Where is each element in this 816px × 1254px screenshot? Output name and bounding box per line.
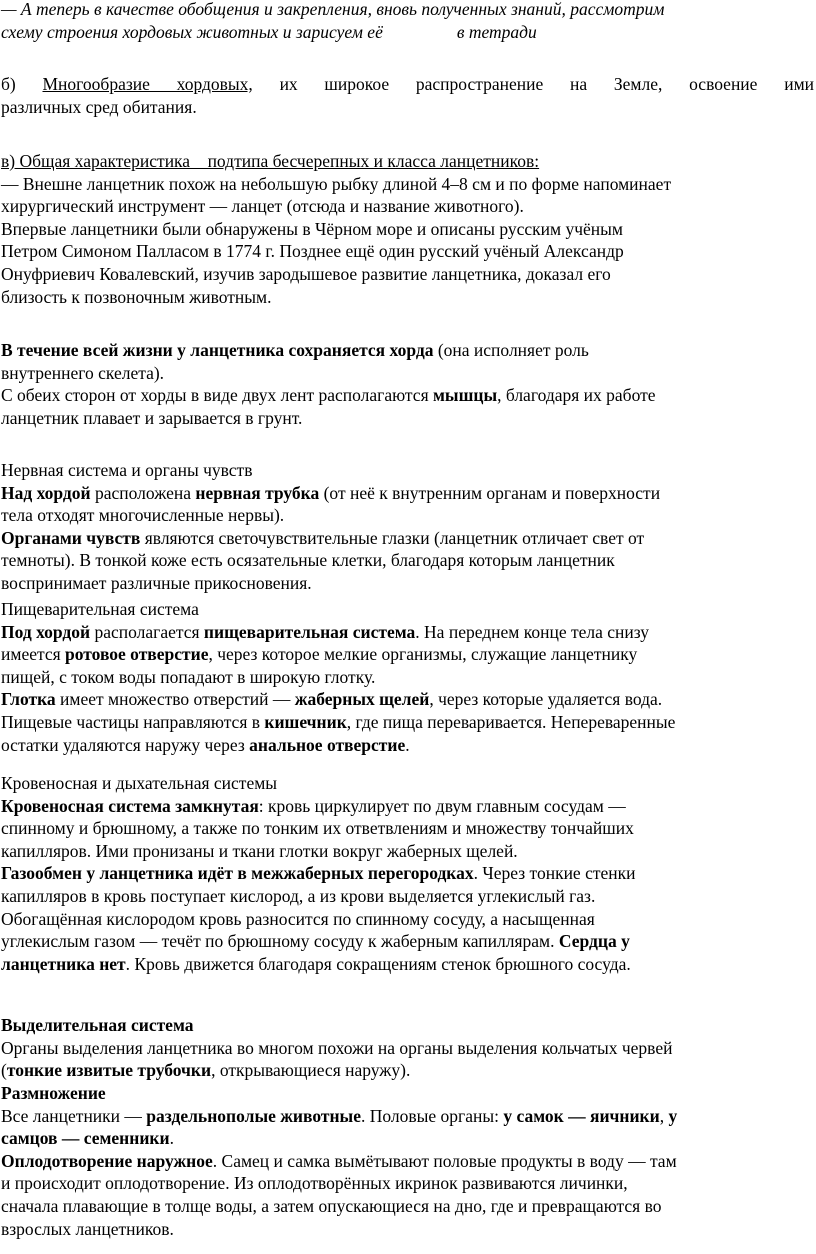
section-v-line-3: Впервые ланцетники были обнаружены в Чёрном море и описаны русским учёным — [1, 218, 624, 239]
section-v-title: в) Общая характеристика подтипа бесчерепных и класса ланцетников: — [1, 151, 540, 171]
excretory-heading: Выделительная система — [1, 1015, 194, 1035]
digestive-line-3: пищей, с током воды попадают в широкую глотку. — [1, 666, 376, 687]
digestive-line-2: имеется ротовое отверстие, через которое мелкие организмы, служащие ланцетнику — [1, 644, 638, 665]
reproduction-section — [1, 1082, 814, 1240]
digestive-line-1: Под хордой располагается пищеварительная система. На переднем конце тела снизу — [1, 621, 650, 642]
section-b-paragraph — [1, 73, 814, 118]
chord-line-1: В течение всей жизни у ланцетника сохраняется хорда (она исполняет роль — [1, 340, 589, 360]
section-v-line-2: хирургический инструмент — ланцет (отсюда и название животного). — [1, 196, 524, 217]
section-b-line-2: различных сред обитания. — [1, 96, 197, 117]
nervous-heading: Нервная система и органы чувств — [1, 460, 253, 480]
circulatory-section — [1, 772, 814, 975]
circulatory-line-8: ланцетника нет. Кровь движется благодаря сокращениям стенок брюшного сосуда. — [1, 953, 631, 974]
nervous-line-2: тела отходят многочисленные нервы). — [1, 505, 285, 526]
nervous-line-4: темноты). В тонкой коже есть осязательные клетки, благодаря которым ланцетник — [1, 550, 615, 571]
circulatory-line-2: спинному и брюшному, а также по тонким их ответвлениям и множеству тончайших — [1, 818, 634, 839]
chord-line-2: внутреннего скелета). — [1, 362, 165, 383]
chord-paragraph — [1, 339, 814, 429]
reproduction-line-1: Все ланцетники — раздельнополые животные. Половые органы: у самок — яичники, у — [1, 1105, 678, 1126]
section-v-paragraph — [1, 150, 814, 308]
circulatory-heading: Кровеносная и дыхательная системы — [1, 773, 278, 793]
intro-paragraph — [1, 0, 814, 43]
nervous-section — [1, 459, 814, 595]
digestive-heading: Пищеварительная система — [1, 599, 199, 619]
excretory-line-2: (тонкие извитые трубочки, открывающиеся наружу). — [1, 1060, 411, 1081]
chord-line-4: ланцетник плавает и зарывается в грунт. — [1, 407, 303, 428]
digestive-line-5: Пищевые частицы направляются в кишечник, где пища переваривается. Непереваренные — [1, 711, 676, 732]
circulatory-line-7: углекислым газом — течёт по брюшному сосуду к жаберным капиллярам. Сердца у — [1, 931, 630, 952]
intro-line-1: — А теперь в качестве обобщения и закрепления, вновь полученных знаний, рассмотрим — [1, 0, 665, 19]
chord-line-3: С обеих сторон от хорды в виде двух лент располагаются мышцы, благодаря их работе — [1, 385, 656, 406]
digestive-line-4: Глотка имеет множество отверстий — жаберных щелей, через которые удаляется вода. — [1, 689, 663, 710]
digestive-line-6: остатки удаляются наружу через анальное отверстие. — [1, 734, 410, 755]
reproduction-line-6: взрослых ланцетников. — [1, 1218, 174, 1239]
reproduction-line-2: самцов — семенники. — [1, 1128, 174, 1149]
section-v-line-1: — Внешне ланцетник похож на небольшую рыбку длиной 4–8 см и по форме напоминает — [1, 173, 672, 194]
intro-line-2: схему строения хордовых животных и зарисуем её в тетради — [1, 21, 537, 42]
excretory-section — [1, 1014, 814, 1082]
circulatory-line-5: капилляров в кровь поступает кислород, а из крови выделяется углекислый газ. — [1, 885, 596, 906]
excretory-line-1: Органы выделения ланцетника во многом похожи на органы выделения кольчатых червей — [1, 1037, 673, 1058]
section-v-line-4: Петром Симоном Палласом в 1774 г. Позднее ещё один русский учёный Александр — [1, 241, 624, 262]
reproduction-line-5: сначала плавающие в толще воды, а затем опускающиеся на дно, где и превращаются во — [1, 1195, 662, 1216]
reproduction-heading: Размножение — [1, 1083, 106, 1103]
section-v-line-5: Онуфриевич Ковалевский, изучив зародышевое развитие ланцетника, доказал его — [1, 263, 611, 284]
nervous-line-3: Органами чувств являются светочувствительные глазки (ланцетник отличает свет от — [1, 527, 645, 548]
reproduction-line-3: Оплодотворение наружное. Самец и самка вымётывают половые продукты в воду — там — [1, 1150, 677, 1171]
digestive-section — [1, 598, 814, 756]
section-v-line-6: близость к позвоночным животным. — [1, 286, 272, 307]
nervous-line-5: воспринимает различные прикосновения. — [1, 572, 312, 593]
circulatory-line-6: Обогащённая кислородом кровь разносится по спинному сосуду, а насыщенная — [1, 908, 595, 929]
section-b-line-1: б) Многообразие хордовых, их широкое распространение на Земле, освоение ими — [1, 74, 815, 94]
reproduction-line-4: и происходит оплодотворение. Из оплодотворённых икринок развиваются личинки, — [1, 1173, 628, 1194]
circulatory-line-4: Газообмен у ланцетника идёт в межжаберных перегородках. Через тонкие стенки — [1, 863, 636, 884]
circulatory-line-3: капилляров. Ими пронизаны и ткани глотки вокруг жаберных щелей. — [1, 840, 518, 861]
circulatory-line-1: Кровеносная система замкнутая: кровь циркулирует по двум главным сосудам — — [1, 795, 626, 816]
nervous-line-1: Над хордой расположена нервная трубка (от неё к внутренним органам и поверхности — [1, 482, 661, 503]
section-b-title: Многообразие хордовых, — [42, 74, 253, 94]
